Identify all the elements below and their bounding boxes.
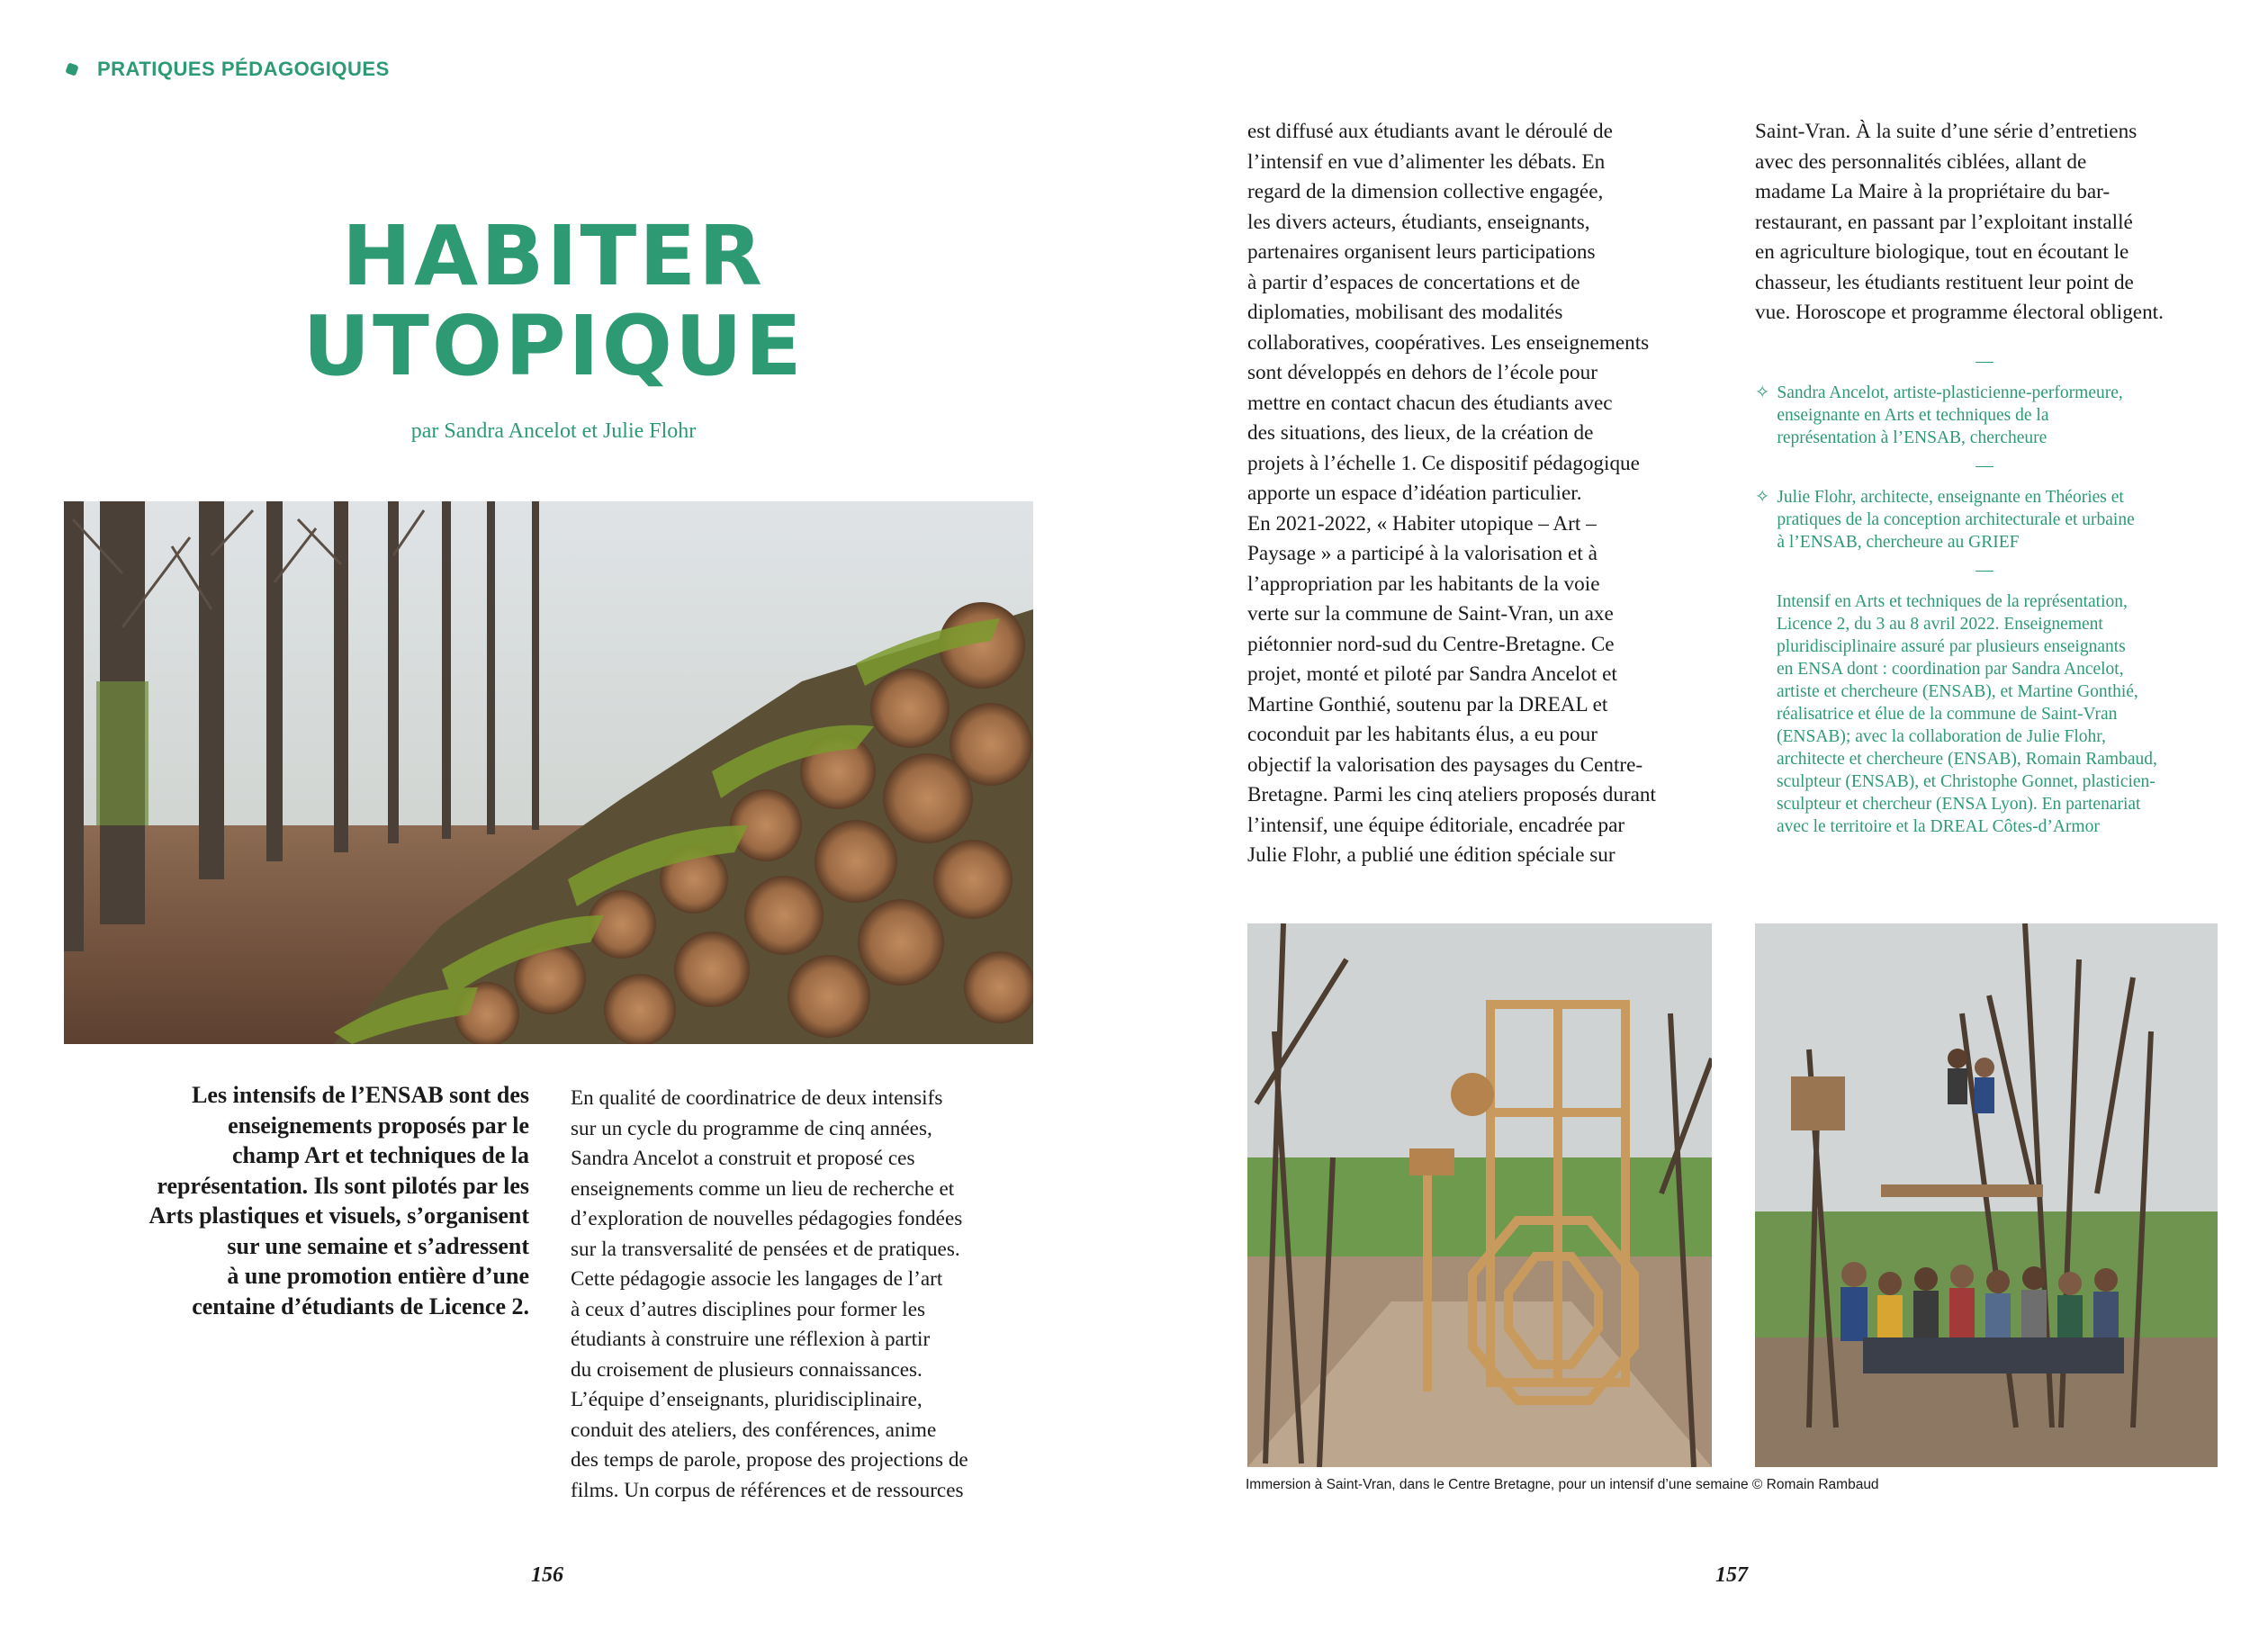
body-line: sur un cycle du programme de cinq années, <box>571 1116 932 1140</box>
note-line: à l’ENSAB, chercheure au GRIEF <box>1777 533 2020 552</box>
body-line: madame La Maire à la propriétaire du bar- <box>1755 180 2110 203</box>
body-line: les divers acteurs, étudiants, enseignants, <box>1247 210 1590 234</box>
student-group-photo <box>1755 923 2218 1467</box>
bullet-icon <box>65 62 78 76</box>
body-line: L’équipe d’enseignants, pluridisciplinaire, <box>571 1388 922 1411</box>
note-context <box>1755 590 2214 838</box>
note-line: Intensif en Arts et techniques de la représentation, <box>1777 592 2128 611</box>
intro-line: représentation. Ils sont pilotés par les <box>157 1172 529 1199</box>
section-label-text: PRATIQUES PÉDAGOGIQUES <box>97 58 390 80</box>
body-line: collaboratives, coopératives. Les enseignements <box>1247 330 1650 355</box>
title-line-1: HABITER <box>342 208 765 304</box>
body-line: Saint-Vran. À la suite d’une série d’entretiens <box>1755 120 2138 143</box>
body-line: à partir d’espaces de concertations et de <box>1247 270 1580 294</box>
body-line: en agriculture biologique, tout en écoutant le <box>1755 240 2129 264</box>
body-line: Sandra Ancelot a construit et proposé ces <box>571 1147 915 1170</box>
intro-line: Les intensifs de l’ENSAB sont des <box>192 1082 529 1108</box>
body-line: Cette pédagogie associe les langages de l’art <box>571 1267 943 1291</box>
body-line: des situations, des lieux, de la création de <box>1247 421 1594 445</box>
body-line: enseignements comme un lieu de recherche et <box>571 1176 955 1201</box>
body-line: restaurant, en passant par l’exploitant installé <box>1755 210 2133 234</box>
body-line: En 2021-2022, « Habiter utopique – Art – <box>1247 511 1597 536</box>
body-line: verte sur la commune de Saint-Vran, un axe <box>1247 602 1614 626</box>
body-line: Julie Flohr, a publié une édition spéciale sur <box>1247 843 1616 867</box>
body-line: En qualité de coordinatrice de deux intensifs <box>571 1086 943 1110</box>
body-line: vue. Horoscope et programme électoral obligent. <box>1755 301 2164 324</box>
gate-installation-illustration <box>1247 923 1712 1467</box>
body-line: avec des personnalités ciblées, allant de <box>1755 149 2087 174</box>
intro-line: centaine d’étudiants de Licence 2. <box>192 1292 529 1319</box>
article-title <box>297 208 810 394</box>
body-line: diplomaties, mobilisant des modalités <box>1247 301 1563 324</box>
body-line: objectif la valorisation des paysages du Centre- <box>1247 752 1643 777</box>
byline: par Sandra Ancelot et Julie Flohr <box>410 419 697 443</box>
body-line: coconduit par les habitants élus, a eu pour <box>1247 723 1598 746</box>
body-line: sur la transversalité de pensées et de pratiques. <box>571 1237 960 1261</box>
body-line: sont développés en dehors de l’école pour <box>1247 361 1598 384</box>
body-line: piétonnier nord-sud du Centre-Bretagne. Ce <box>1247 632 1615 656</box>
body-line: mettre en contact chacun des étudiants avec <box>1247 391 1613 415</box>
body-line: chasseur, les étudiants restituent leur point de <box>1755 270 2134 294</box>
intro-line: champ Art et techniques de la <box>231 1142 529 1168</box>
body-line: est diffusé aux étudiants avant le déroulé de <box>1247 120 1613 143</box>
note-line: (ENSAB); avec la collaboration de Julie Flohr, <box>1777 727 2106 746</box>
body-line: projets à l’échelle 1. Ce dispositif pédagogique <box>1247 451 1640 475</box>
note-line: en ENSA dont : coordination par Sandra Ancelot, <box>1777 660 2124 679</box>
note-line: sculpteur et chercheur (ENSA Lyon). En partenariat <box>1777 795 2141 814</box>
body-line: étudiants à construire une réflexion à partir <box>571 1328 931 1351</box>
note-line: enseignante en Arts et techniques de la <box>1777 406 2049 425</box>
body-line: projet, monté et piloté par Sandra Ancelot et <box>1247 662 1617 686</box>
note-divider: — <box>1976 456 1994 475</box>
note-line: représentation à l’ENSAB, chercheure <box>1777 428 2048 447</box>
note-line: pratiques de la conception architecturale et urbaine <box>1777 510 2135 529</box>
body-line: à ceux d’autres disciplines pour former les <box>571 1297 926 1321</box>
sparkle-icon: ✧ <box>1755 488 1770 507</box>
student-group-illustration <box>1755 923 2218 1467</box>
gate-installation-photo <box>1247 923 1712 1467</box>
intro-line: Arts plastiques et visuels, s’organisent <box>148 1202 529 1229</box>
page-number-left: 156 <box>531 1563 563 1587</box>
body-line: apporte un espace d’idéation particulier. <box>1247 482 1582 505</box>
body-line: du croisement de plusieurs connaissances. <box>571 1357 922 1382</box>
intro-line: à une promotion entière d’une <box>227 1263 529 1289</box>
body-line: d’exploration de nouvelles pédagogies fondées <box>571 1207 963 1230</box>
body-line: Martine Gonthié, soutenu par la DREAL et <box>1247 692 1608 716</box>
note-line: Sandra Ancelot, artiste-plasticienne-performeure, <box>1777 383 2123 402</box>
photo-caption: Immersion à Saint-Vran, dans le Centre Bretagne, pour un intensif d’une semaine © Romain Rambaud <box>1246 1477 1879 1492</box>
note-line: Julie Flohr, architecte, enseignante en Théories et <box>1777 488 2124 507</box>
body-line: regard de la dimension collective engagée, <box>1247 180 1604 203</box>
note-line: architecte et chercheure (ENSAB), Romain Rambaud, <box>1777 750 2157 769</box>
note-divider: — <box>1976 352 1994 371</box>
body-line: des temps de parole, propose des projections de <box>571 1448 968 1472</box>
section-label <box>67 58 390 81</box>
note-line: artiste et chercheure (ENSAB), et Martine Gonthié, <box>1777 682 2138 701</box>
body-column-3 <box>1755 117 2223 329</box>
note-author-2 <box>1755 486 2214 554</box>
note-line: réalisatrice et élue de la commune de Saint-Vran <box>1777 705 2118 724</box>
title-line-2: UTOPIQUE <box>302 298 805 394</box>
body-line: l’intensif en vue d’alimenter les débats. En <box>1247 149 1606 174</box>
note-line: sculpteur (ENSAB), et Christophe Gonnet, plasticien- <box>1777 772 2156 791</box>
body-column-1 <box>571 1084 1039 1506</box>
body-line: Bretagne. Parmi les cinq ateliers proposés durant <box>1247 783 1656 806</box>
sparkle-icon: ✧ <box>1755 383 1770 402</box>
note-line: avec le territoire et la DREAL Côtes-d’Armor <box>1777 817 2100 836</box>
body-line: films. Un corpus de références et de ressources <box>571 1478 964 1502</box>
body-line: Paysage » a participé à la valorisation et à <box>1247 542 1598 565</box>
note-author-1 <box>1755 382 2214 449</box>
body-line: l’intensif, une équipe éditoriale, encadrée par <box>1247 813 1625 837</box>
note-line: Licence 2, du 3 au 8 avril 2022. Enseignement <box>1777 615 2103 634</box>
page-number-right: 157 <box>1715 1563 1748 1587</box>
body-line: l’appropriation par les habitants de la voie <box>1247 572 1600 596</box>
body-column-2 <box>1247 117 1733 871</box>
note-divider: — <box>1976 561 1994 580</box>
body-line: conduit des ateliers, des conférences, anime <box>571 1418 937 1442</box>
log-pile-photo <box>64 501 1033 1044</box>
intro-line: sur une semaine et s’adressent <box>227 1232 529 1259</box>
body-line: partenaires organisent leurs participations <box>1247 240 1596 264</box>
intro-line: enseignements proposés par le <box>228 1112 529 1139</box>
log-pile-illustration <box>64 501 1033 1044</box>
author-notes <box>1755 345 2214 838</box>
note-line: pluridisciplinaire assuré par plusieurs enseignants <box>1777 637 2126 656</box>
intro-paragraph <box>54 1080 529 1321</box>
